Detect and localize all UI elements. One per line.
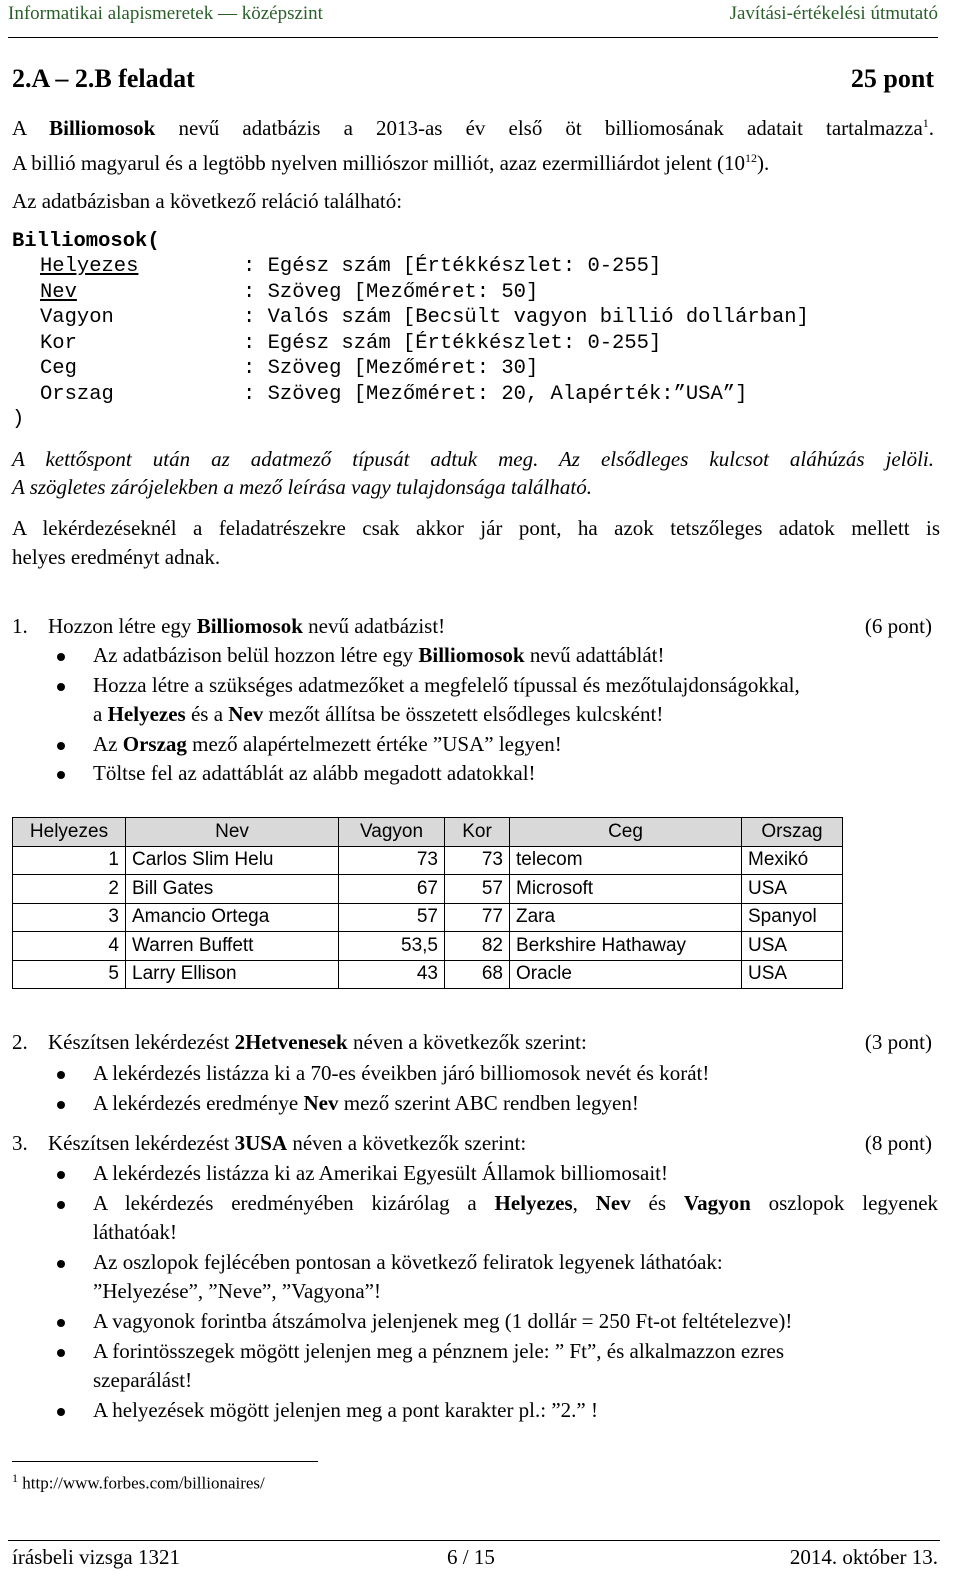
cell: Carlos Slim Helu [126,846,339,875]
q2-number: 2. [12,1030,28,1054]
cell: Oracle [510,960,742,989]
field-row [40,281,77,304]
text: , [572,1191,578,1215]
cell: Microsoft [510,875,742,904]
cell: 53,5 [339,932,445,961]
relation-name: Billiomosok( [12,230,160,253]
column-header: Kor [445,818,510,847]
note-line-4: helyes eredményt adnak. [12,545,221,569]
q3-bullet-5a: A forintösszegek mögött jelenjen meg a pénznem jele: ” Ft”, és alkalmazzon ezres [93,1339,784,1363]
q3-bullet-2 [93,1191,938,1216]
field-name: Helyezes [40,255,139,278]
text: A [12,116,27,140]
header-rule [8,37,938,38]
text: a [93,702,103,726]
relation-close: ) [12,408,25,431]
text: néven a következők szerint: [292,1131,527,1155]
table-row [13,875,843,904]
q1-bullet-4: Töltse fel az adattáblát az alább megadott adatokkal! [93,761,536,785]
text: nevű adatbázist! [308,614,446,638]
text: A billió magyarul és a legtöbb nyelven milliószor milliót, azaz ezermilliárdot jelent (10 [12,151,746,175]
query-name: 3USA [234,1131,288,1155]
note-line-3: A lekérdezéseknél a feladatrészekre csak akkor jár pont, ha azok tetszőleges adatok mellett is [12,516,940,540]
text: . [928,116,935,140]
table-row [13,903,843,932]
text: Az [93,732,118,756]
text: Hozzon létre egy [48,614,192,638]
footnote-number: 1 [12,1471,18,1485]
db-name: Billiomosok [196,614,303,638]
column-header: Ceg [510,818,742,847]
cell: USA [742,875,843,904]
field-row [40,255,138,278]
task-points: 25 pont [850,64,934,93]
table-row [13,932,843,961]
q1-bullet-3 [93,732,562,757]
data-table [12,817,843,989]
q3-text [48,1131,526,1156]
text: és a [190,702,224,726]
q1-text [48,614,445,639]
running-header-left: Informatikai alapismeretek — középszint [8,3,323,24]
cell: 4 [13,932,126,961]
field-type: : Szöveg [Mezőméret: 50] [243,280,539,304]
bullet-icon [55,1099,67,1111]
footnote-rule [12,1461,318,1462]
footnote-link[interactable]: http://www.forbes.com/billionaires/ [22,1473,265,1493]
q2-text [48,1030,587,1055]
q1-number: 1. [12,614,28,638]
q3-bullet-3b: ”Helyezése”, ”Neve”, ”Vagyona”! [93,1279,381,1303]
q3-number: 3. [12,1131,28,1155]
cell: 2 [13,875,126,904]
field-ref: Nev [595,1191,631,1215]
field-type: : Egész szám [Értékkészlet: 0-255] [243,331,662,355]
cell: 43 [339,960,445,989]
text: mező alapértelmezett értéke ”USA” legyen! [192,732,562,756]
cell: 1 [13,846,126,875]
field-type: : Szöveg [Mezőméret: 30] [243,357,539,380]
cell: 5 [13,960,126,989]
footer-date: 2014. október 13. [789,1545,938,1569]
field-name: Vagyon [40,306,114,329]
cell: 82 [445,932,510,961]
field-name: Ceg [40,357,77,380]
q3-bullet-6: A helyezések mögött jelenjen meg a pont karakter pl.: ”2.” ! [93,1398,598,1422]
text: nevű adattáblát! [529,643,665,667]
column-header: Helyezes [13,818,126,847]
cell: 68 [445,960,510,989]
intro [12,108,934,178]
bullet-icon [55,1069,67,1081]
q3-bullet-1: A lekérdezés listázza ki az Amerikai Egyesült Államok billiomosait! [93,1161,668,1185]
cell: Larry Ellison [126,960,339,989]
table-name: Billiomosok [418,643,525,667]
footer-left: írásbeli vizsga 1321 [12,1545,180,1569]
text: mező szerint ABC rendben legyen! [343,1091,639,1115]
bullet-icon [55,769,67,781]
bullet-icon [55,681,67,693]
text: A lekérdezés eredményében kizárólag a [93,1191,477,1215]
bullet-icon [55,740,67,752]
table-row [13,846,843,875]
field-ref: Helyezes [107,702,186,726]
cell: Mexikó [742,846,843,875]
intro-line-1 [12,108,934,143]
note-line-1: A kettőspont után az adatmező típusát adtuk meg. Az elsődleges kulcsot aláhúzás jelöli. [12,447,934,471]
db-name: Billiomosok [49,116,156,140]
intro-line-2 [12,143,934,178]
field-ref: Orszag [122,732,187,756]
cell: USA [742,960,843,989]
bullet-icon [55,1347,67,1359]
cell: 57 [445,875,510,904]
field-name: Nev [40,280,77,304]
field-name: Kor [40,331,77,355]
q1-points: (6 pont) [864,614,932,638]
text: A lekérdezés eredménye [93,1091,299,1115]
task-title: 2.A – 2.B feladat [12,64,195,93]
cell: telecom [510,846,742,875]
bullet-icon [55,1317,67,1329]
bullet-icon [55,1199,67,1211]
cell: Amancio Ortega [126,903,339,932]
text: Az adatbázison belül hozzon létre egy [93,643,414,667]
text: mezőt állítsa be összetett elsődleges kulcsként! [268,702,664,726]
text: oszlopok legyenek [768,1191,939,1215]
text: Készítsen lekérdezést [48,1030,230,1054]
field-ref: Nev [303,1091,339,1115]
q3-bullet-4: A vagyonok forintba átszámolva jelenjenek meg (1 dollár = 250 Ft-ot feltételezve)! [93,1309,793,1333]
running-header-right: Javítási-értékelési útmutató [729,3,938,24]
cell: Spanyol [742,903,843,932]
q2-bullet-2 [93,1091,639,1116]
cell: Bill Gates [126,875,339,904]
q3-points: (8 pont) [864,1131,932,1155]
column-header: Orszag [742,818,843,847]
field-ref: Helyezes [494,1191,573,1215]
cell: 57 [339,903,445,932]
query-name: 2Hetvenesek [234,1030,348,1054]
q1-bullet-1 [93,643,665,668]
field-ref: Vagyon [683,1191,751,1215]
note-line-2: A szögletes zárójelekben a mező leírása vagy tulajdonsága található. [12,475,592,499]
footer-page: 6 / 15 [447,1545,495,1569]
text: Készítsen lekérdezést [48,1131,230,1155]
field-type: : Egész szám [Értékkészlet: 0-255] [243,255,662,278]
field-type: : Szöveg [Mezőméret: 20, Alapérték:”USA”] [243,382,748,406]
q1-bullet-2b [93,702,663,727]
cell: USA [742,932,843,961]
column-header: Nev [126,818,339,847]
q2-points: (3 pont) [864,1030,932,1054]
cell: 3 [13,903,126,932]
cell: 67 [339,875,445,904]
q3-bullet-3a: Az oszlopok fejlécében pontosan a következő feliratok legyenek láthatóak: [93,1250,723,1274]
bullet-icon [55,1169,67,1181]
footnote [12,1471,265,1494]
footnote-ref: 1 [922,116,929,130]
q1-bullet-2a: Hozza létre a szükséges adatmezőket a megfelelő típussal és mezőtulajdonságokkal, [93,673,800,697]
cell: 73 [445,846,510,875]
text: ). [757,151,770,175]
q2-bullet-1: A lekérdezés listázza ki a 70-es éveikben járó billiomosok nevét és korát! [93,1061,710,1085]
field-ref: Nev [228,702,264,726]
bullet-icon [55,651,67,663]
cell: Berkshire Hathaway [510,932,742,961]
field-type: : Valós szám [Becsült vagyon billió dollárban] [243,306,809,329]
bullet-icon [55,1406,67,1418]
field-name: Orszag [40,382,114,406]
table-row [13,960,843,989]
cell: Zara [510,903,742,932]
cell: Warren Buffett [126,932,339,961]
cell: 73 [339,846,445,875]
q3-bullet-2b: láthatóak! [93,1220,177,1244]
footer-rule [8,1540,940,1541]
table-header-row [13,818,843,847]
column-header: Vagyon [339,818,445,847]
q3-bullet-5b: szeparálást! [93,1368,193,1392]
bullet-icon [55,1258,67,1270]
relation-intro: Az adatbázisban a következő reláció található: [12,189,403,213]
text: néven a következők szerint: [353,1030,587,1054]
exponent: 12 [745,151,758,165]
cell: 77 [445,903,510,932]
text: nevű adatbázis a 2013-as év első öt billiomosának adatait tartalmazza [178,116,923,140]
text: és [648,1191,667,1215]
